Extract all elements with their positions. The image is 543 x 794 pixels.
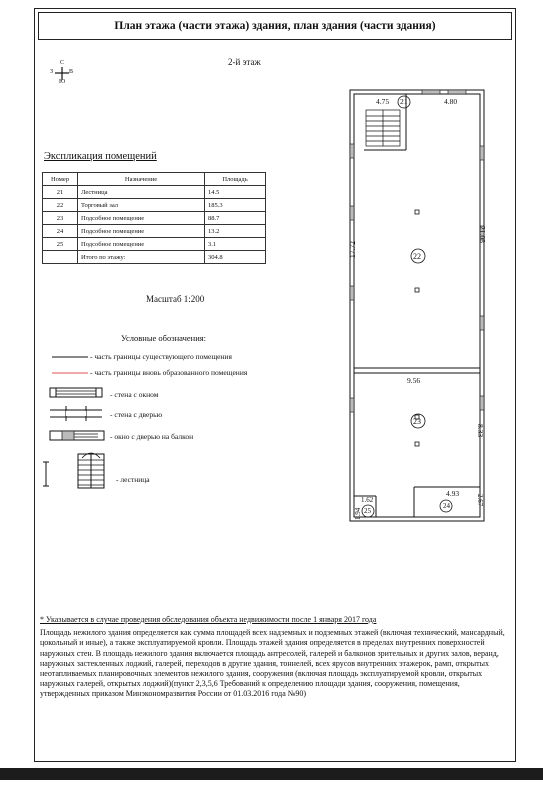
legend-window-door-balcony: - окно с дверью на балкон bbox=[110, 432, 194, 441]
cell-area: 88.7 bbox=[205, 212, 266, 225]
dim-room23-height: 8.33 bbox=[476, 424, 485, 438]
cell-number: 23 bbox=[43, 212, 78, 225]
dim-r25-height: 1.94 bbox=[354, 507, 362, 520]
wall-door-icon bbox=[50, 406, 102, 421]
room-22-label: 22 bbox=[413, 252, 421, 261]
cell-area: 3.1 bbox=[205, 238, 266, 251]
dim-r24-width: 4.93 bbox=[446, 489, 460, 498]
legend-title: Условные обозначения: bbox=[121, 333, 207, 343]
legend-wall-window: - стена с окном bbox=[110, 390, 159, 399]
cell-purpose: Лестница bbox=[78, 186, 205, 199]
page-title: План этажа (части этажа) здания, план здания (части здания) bbox=[38, 12, 512, 40]
room-25-label: 25 bbox=[364, 507, 371, 515]
cell-number: 22 bbox=[43, 199, 78, 212]
cell-area: 13.2 bbox=[205, 225, 266, 238]
inner-wall bbox=[354, 94, 480, 517]
table-row bbox=[43, 186, 266, 199]
window-door-balcony-icon bbox=[50, 431, 104, 440]
room-23-label: 23 bbox=[413, 417, 421, 426]
cell-number: 21 bbox=[43, 186, 78, 199]
table-row bbox=[43, 225, 266, 238]
compass-icon bbox=[50, 60, 76, 88]
cell-purpose: Подсобное помещение bbox=[78, 212, 205, 225]
table-header-row bbox=[43, 173, 266, 186]
footnote-star: * Указывается в случае проведения обследования объекта недвижимости после 1 января 2017 года bbox=[40, 615, 377, 624]
col-header-purpose: Назначение bbox=[78, 173, 205, 186]
floor-label: 2-й этаж bbox=[228, 57, 261, 67]
dim-r25-width: 1.62 bbox=[361, 496, 374, 504]
total-label: Итого по этажу: bbox=[78, 251, 205, 264]
total-area: 304.8 bbox=[205, 251, 266, 264]
cell-area: 185.3 bbox=[205, 199, 266, 212]
stairs-icon bbox=[43, 453, 104, 488]
cell-area: 14.5 bbox=[205, 186, 266, 199]
room-21-label: 21 bbox=[400, 97, 408, 106]
dim-top-right: 4.80 bbox=[444, 97, 458, 106]
table-total-row bbox=[43, 251, 266, 264]
bottom-bar bbox=[0, 768, 543, 780]
legend-stairs: - лестница bbox=[116, 475, 150, 484]
compass-north: С bbox=[60, 60, 65, 66]
compass-west: З bbox=[50, 69, 54, 75]
footnote bbox=[40, 615, 510, 700]
window-marks bbox=[350, 90, 484, 412]
wall-window-icon bbox=[50, 388, 102, 397]
cell-purpose: Торговый зал bbox=[78, 199, 205, 212]
compass-south: Ю bbox=[59, 79, 66, 85]
dim-mid-width: 9.56 bbox=[407, 376, 421, 385]
cell-number: 25 bbox=[43, 238, 78, 251]
compass-east: В bbox=[69, 69, 74, 75]
room-24-label: 24 bbox=[443, 502, 450, 510]
stairs-icon bbox=[366, 110, 400, 146]
table-row bbox=[43, 212, 266, 225]
cell-purpose: Подсобное помещение bbox=[78, 225, 205, 238]
explication-title: Экспликация помещений bbox=[44, 151, 157, 162]
room-markers bbox=[362, 96, 452, 517]
col-header-area: Площадь bbox=[205, 173, 266, 186]
outer-wall bbox=[350, 90, 484, 521]
scale-label: Масштаб 1:200 bbox=[146, 294, 205, 304]
columns bbox=[415, 210, 419, 446]
compass-cross bbox=[50, 60, 76, 88]
dim-left-height: 17.72 bbox=[348, 241, 357, 258]
footnote-text: Площадь нежилого здания определяется как сумма площадей всех надземных и подземных этажей (включая технический, мансардный, цокольный и иные), а также эксплуатируемой кровли. Площадь этажей здания определяется в пределах внутренних поверхностей наружных стен. В площадь нежилого здания включается площадь антресолей, галерей и балконов зрительных и других залов, веранд, наружных застекленных лоджий, галерей, переходов в другие здания, тоннелей, всех ярусов внутренних этажерок, рамп, открытых неотапливаемых планировочных элементов нежилого здания, сооружения (включая площадь эксплуатируемой кровли, открытых наружных галерей, открытых лоджий)(пункт 2,3,5,6 Требований к определению площади здания, сооружения, помещения, утвержденных приказом Минэкономразвития России от 01.03.2016 года №90) bbox=[40, 628, 505, 699]
cell-purpose: Подсобное помещение bbox=[78, 238, 205, 251]
table-row bbox=[43, 238, 266, 251]
legend-wall-door: - стена с дверью bbox=[110, 410, 163, 419]
legend-existing: - часть границы существующего помещения bbox=[90, 352, 232, 361]
col-header-number: Номер bbox=[43, 173, 78, 186]
dim-right-height: 21.03 bbox=[478, 226, 487, 243]
legend-new: - часть границы вновь образованного помещения bbox=[90, 368, 248, 377]
dim-top-left: 4.75 bbox=[376, 97, 390, 106]
table-row bbox=[43, 199, 266, 212]
dim-r24-height: 2.67 bbox=[476, 494, 484, 507]
cell-number: 24 bbox=[43, 225, 78, 238]
explication-table bbox=[42, 172, 266, 264]
floor-plan bbox=[346, 86, 496, 526]
